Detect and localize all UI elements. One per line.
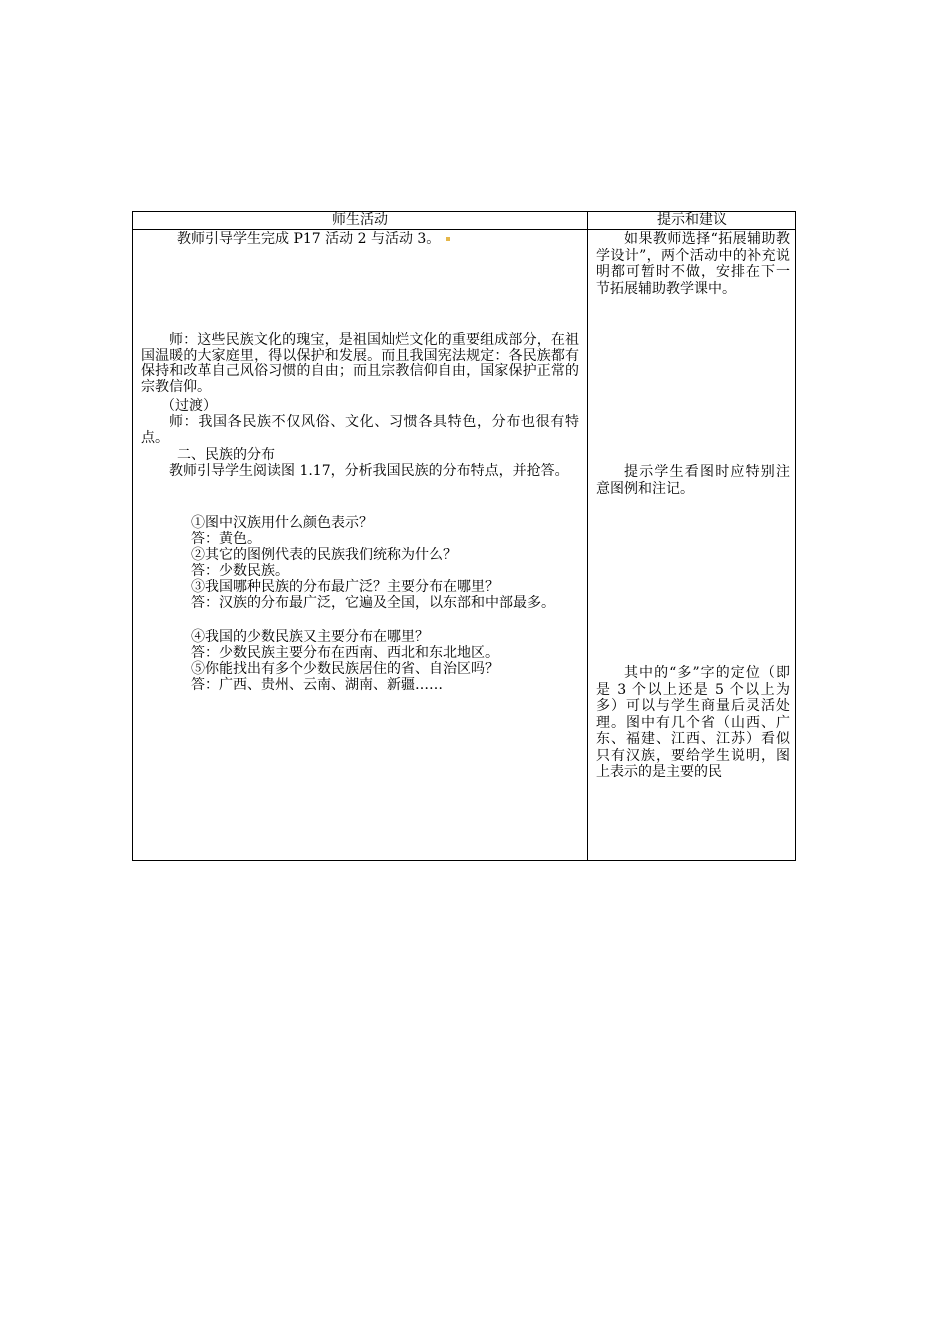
section-title-distribution: 二、民族的分布 <box>177 447 275 463</box>
left-paragraph-1 <box>177 232 450 248</box>
question-3: ③我国哪种民族的分布最广泛？主要分布在哪里？ <box>191 579 499 595</box>
answer-2: 答：少数民族。 <box>191 563 289 579</box>
left-paragraph-1-text: 教师引导学生完成 P17 活动 2 与活动 3。 <box>177 231 441 247</box>
question-4: ④我国的少数民族又主要分布在哪里？ <box>191 629 429 645</box>
left-paragraph-6: 教师引导学生阅读图 1.17，分析我国民族的分布特点，并抢答。 <box>169 463 569 479</box>
note-many-definition: 其中的“多”字的定位（即是 3 个以上还是 5 个以上为多）可以与学生商量后灵活处理。图中有几个省（山西、广东、福建、江西、江苏）看似只有汉族，要给学生说明，图上表示的是主要的民 <box>596 665 790 780</box>
left-paragraph-2: 师：这些民族文化的瑰宝，是祖国灿烂文化的重要组成部分，在祖国温暖的大家庭里，得以保护和发展。而且我国宪法规定：各民族都有保持和改革自己风俗习惯的自由；而且宗教信仰自由，国家保护正常的宗教信仰。 <box>141 332 579 395</box>
answer-1: 答：黄色。 <box>191 531 261 547</box>
left-transition: （过渡） <box>161 398 217 414</box>
note-extension-design: 如果教师选择“拓展辅助教学设计”，两个活动中的补充说明都可暂时不做，安排在下一节拓展辅助教学课中。 <box>596 231 790 297</box>
left-paragraph-4: 师：我国各民族不仅风俗、文化、习惯各具特色，分布也很有特点。 <box>141 414 579 446</box>
answer-4: 答：少数民族主要分布在西南、西北和东北地区。 <box>191 645 499 661</box>
header-divider <box>133 229 795 230</box>
lesson-table <box>132 211 796 861</box>
column-divider <box>587 212 588 860</box>
question-2: ②其它的图例代表的民族我们统称为什么？ <box>191 547 457 563</box>
question-5: ⑤你能找出有多个少数民族居住的省、自治区吗？ <box>191 661 499 677</box>
header-teacher-student-activity: 师生活动 <box>332 212 388 228</box>
header-tips-suggestions: 提示和建议 <box>657 212 727 228</box>
highlight-marker <box>446 237 450 241</box>
question-1: ①图中汉族用什么颜色表示？ <box>191 515 373 531</box>
answer-5: 答：广西、贵州、云南、湖南、新疆…… <box>191 677 443 693</box>
note-legend-attention: 提示学生看图时应特别注意图例和注记。 <box>596 464 790 497</box>
answer-3: 答：汉族的分布最广泛，它遍及全国，以东部和中部最多。 <box>191 595 555 611</box>
